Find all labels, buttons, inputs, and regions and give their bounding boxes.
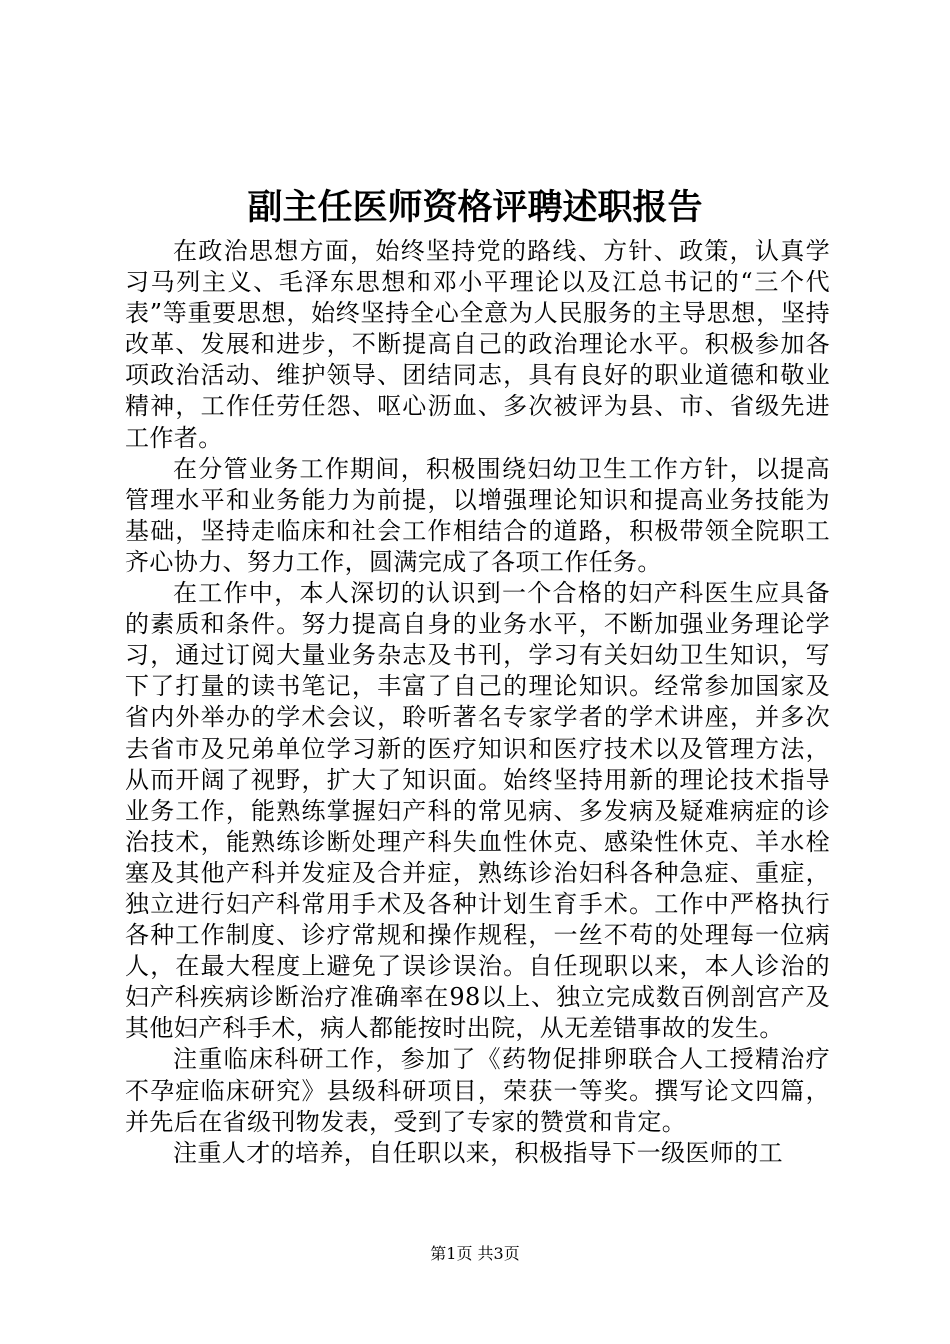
paragraph-research-work: 注重临床科研工作，参加了《药物促排卵联合人工授精治疗不孕症临床研究》县级科研项目，荣获一等奖。撰写论文四篇，并先后在省级刊物发表，受到了专家的赞赏和肯定。 [125,1045,830,1136]
document-body [125,236,830,1169]
paragraph-talent-training: 注重人才的培养，自任职以来，积极指导下一级医师的工 [173,1138,783,1167]
paragraph-management-work: 在分管业务工作期间，积极围绕妇幼卫生工作方针，以提高管理水平和业务能力为前提，以增强理论知识和提高业务技能为基础，坚持走临床和社会工作相结合的道路，积极带领全院职工齐心协力、努力工作，圆满完成了各项工作任务。 [125,454,830,576]
page-number-footer: 第1页 共3页 [430,1244,520,1263]
document-title: 副主任医师资格评聘述职报告 [247,187,703,228]
paragraph-political-thought: 在政治思想方面，始终坚持党的路线、方针、政策，认真学习马列主义、毛泽东思想和邓小平理论以及江总书记的“三个代表”等重要思想，始终坚持全心全意为人民服务的主导思想，坚持改革、发展和进步，不断提高自己的政治理论水平。积极参加各项政治活动、维护领导、团结同志，具有良好的职业道德和敬业精神，工作任劳任怨、呕心沥血、多次被评为县、市、省级先进工作者。 [125,237,830,452]
paragraph-clinical-work: 在工作中，本人深切的认识到一个合格的妇产科医生应具备的素质和条件。努力提高自身的业务水平，不断加强业务理论学习，通过订阅大量业务杂志及书刊，学习有关妇幼卫生知识，写下了打量的读书笔记，丰富了自己的理论知识。经常参加国家及省内外举办的学术会议，聆听著名专家学者的学术讲座，并多次去省市及兄弟单位学习新的医疗知识和医疗技术以及管理方法，从而开阔了视野，扩大了知识面。始终坚持用新的理论技术指导业务工作，能熟练掌握妇产科的常见病、多发病及疑难病症的诊治技术，能熟练诊断处理产科失血性休克、感染性休克、羊水栓塞及其他产科并发症及合并症，熟练诊治妇科各种急症、重症，独立进行妇产科常用手术及各种计划生育手术。工作中严格执行各种工作制度、诊疗常规和操作规程，一丝不苟的处理每一位病人，在最大程度上避免了误诊误治。自任现职以来，本人诊治的妇产科疾病诊断治疗准确率在98以上、独立完成数百例剖宫产及其他妇产科手术，病人都能按时出院，从无差错事故的发生。 [125,579,830,1043]
